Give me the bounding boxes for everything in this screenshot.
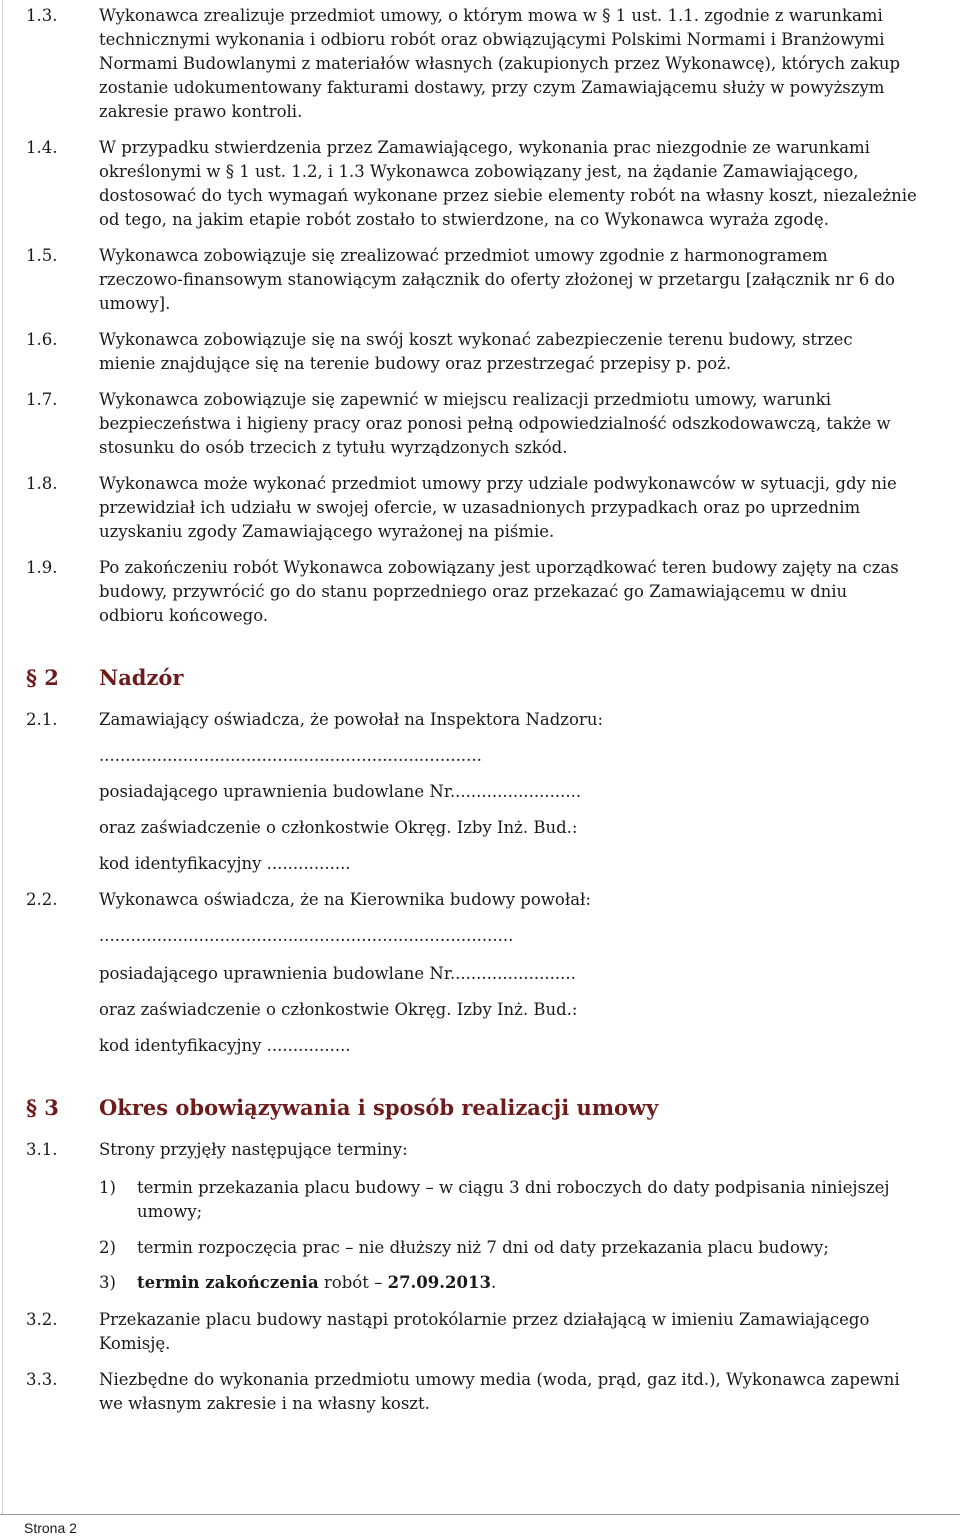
clause-number: 1.7. — [26, 390, 58, 409]
clause-text-line: Niezbędne do wykonania przedmiotu umowy media (woda, prąd, gaz itd.), Wykonawca zapewni — [99, 1370, 900, 1389]
clause-1-4 — [26, 136, 948, 232]
identification-code-line: kod identyfikacyjny ................ — [99, 1036, 351, 1055]
clause-text-line: zostanie udokumentowany fakturami dostawy, przy czym Zamawiającemu służy w powyższym — [99, 78, 885, 97]
clause-text-line: określonymi w § 1 ust. 1.2, i 1.3 Wykonawca zobowiązany jest, na żądanie Zamawiającego, — [99, 162, 859, 181]
deadline-date: 27.09.2013 — [387, 1273, 491, 1292]
list-item — [99, 1236, 829, 1260]
list-item-number: 1) — [99, 1178, 116, 1197]
page-footer — [0, 1514, 960, 1539]
clause-text-line: Przekazanie placu budowy nastąpi protokólarnie przez działającą w imieniu Zamawiającego — [99, 1310, 870, 1329]
clause-text-line: zakresie prawo kontroli. — [99, 102, 303, 121]
clause-text-line: Zamawiający oświadcza, że powołał na Inspektora Nadzoru: — [99, 710, 603, 729]
clause-number: 1.4. — [26, 138, 58, 157]
clause-2-1 — [26, 708, 948, 732]
clause-1-6 — [26, 328, 948, 376]
clause-text-line: odbioru końcowego. — [99, 606, 269, 625]
clause-text-line: we własnym zakresie i na własny koszt. — [99, 1394, 430, 1413]
membership-line: oraz zaświadczenie o członkostwie Okręg. Izby Inż. Bud.: — [99, 818, 578, 837]
clause-1-5 — [26, 244, 948, 316]
clause-number: 2.1. — [26, 710, 58, 729]
section-number: § 2 — [26, 665, 59, 690]
list-item — [99, 1176, 890, 1224]
clause-text-line: Wykonawca zobowiązuje się zrealizować przedmiot umowy zgodnie z harmonogramem — [99, 246, 828, 265]
clause-text-line: Komisję. — [99, 1334, 171, 1353]
list-item-text: . — [490, 1273, 497, 1292]
list-item — [99, 1271, 496, 1295]
clause-text-line: technicznymi wykonania i odbioru robót oraz obwiązującymi Polskimi Normami i Branżowymi — [99, 30, 885, 49]
clause-text-line: Strony przyjęły następujące terminy: — [99, 1140, 408, 1159]
permission-number-line: posiadającego uprawnienia budowlane Nr......................... — [99, 782, 582, 801]
clause-number: 2.2. — [26, 890, 58, 909]
clause-number: 1.5. — [26, 246, 58, 265]
fill-in-blank-name: ......................................................................... — [99, 746, 482, 765]
left-margin-rule — [2, 0, 3, 1514]
clause-text-line: Wykonawca oświadcza, że na Kierownika budowy powołał: — [99, 890, 591, 909]
clause-3-1 — [26, 1138, 948, 1162]
section-title: Nadzór — [99, 665, 184, 690]
list-item-number: 3) — [99, 1273, 116, 1292]
clause-text-line: Wykonawca zobowiązuje się na swój koszt wykonać zabezpieczenie terenu budowy, strzec — [99, 330, 853, 349]
clause-text-line: umowy]. — [99, 294, 171, 313]
clause-text-line: od tego, na jakim etapie robót zostało to stwierdzone, na co Wykonawca wyraża zgodę. — [99, 210, 829, 229]
section-heading-3 — [26, 1094, 658, 1122]
clause-text-line: przewidział ich udziału w swojej ofercie, w uzasadnionych przypadkach oraz po uprzednim — [99, 498, 861, 517]
clause-1-8 — [26, 472, 948, 544]
clause-1-3 — [26, 4, 948, 124]
permission-number-line: posiadającego uprawnienia budowlane Nr........................ — [99, 964, 576, 983]
clause-number: 3.3. — [26, 1370, 58, 1389]
clause-1-9 — [26, 556, 948, 628]
clause-text-line: bezpieczeństwa i higieny pracy oraz ponosi pełną odpowiedzialność odszkodowawczą, także w — [99, 414, 891, 433]
clause-text-line: Normami Budowlanymi z materiałów własnych (zakupionych przez Wykonawcę), których zakup — [99, 54, 901, 73]
clause-text-line: W przypadku stwierdzenia przez Zamawiającego, wykonania prac niezgodnie ze warunkami — [99, 138, 870, 157]
clause-number: 1.8. — [26, 474, 58, 493]
clause-text-line: Wykonawca zobowiązuje się zapewnić w miejscu realizacji przedmiotu umowy, warunki — [99, 390, 832, 409]
clause-number: 3.1. — [26, 1140, 58, 1159]
section-heading-2 — [26, 664, 183, 692]
list-item-text: robót – — [318, 1273, 388, 1292]
clause-3-3 — [26, 1368, 948, 1416]
clause-text-line: Po zakończeniu robót Wykonawca zobowiązany jest uporządkować teren budowy zajęty na czas — [99, 558, 899, 577]
clause-text-line: dostosować do tych wymagań wykonane przez siebie elementy robót na własny koszt, niezależnie — [99, 186, 917, 205]
deadline-label: termin zakończenia — [137, 1273, 319, 1292]
clause-text-line: Wykonawca zrealizuje przedmiot umowy, o którym mowa w § 1 ust. 1.1. zgodnie z warunkami — [99, 6, 883, 25]
list-item-number: 2) — [99, 1238, 116, 1257]
clause-number: 1.9. — [26, 558, 58, 577]
section-title: Okres obowiązywania i sposób realizacji umowy — [99, 1095, 659, 1120]
list-item-text: termin przekazania placu budowy – w ciągu 3 dni roboczych do daty podpisania niniejszej — [137, 1178, 890, 1197]
page-number-label: Strona 2 — [24, 1520, 77, 1536]
clause-text-line: rzeczowo-finansowym stanowiącym załącznik do oferty złożonej w przetargu [załącznik nr 6 do — [99, 270, 895, 289]
clause-number: 1.6. — [26, 330, 58, 349]
list-item-text: umowy; — [137, 1202, 203, 1221]
list-item-text: termin rozpoczęcia prac – nie dłuższy niż 7 dni od daty przekazania placu budowy; — [137, 1238, 829, 1257]
clause-2-2 — [26, 888, 948, 912]
clause-text-line: Wykonawca może wykonać przedmiot umowy przy udziale podwykonawców w sytuacji, gdy nie — [99, 474, 897, 493]
identification-code-line: kod identyfikacyjny ................ — [99, 854, 351, 873]
membership-line: oraz zaświadczenie o członkostwie Okręg. Izby Inż. Bud.: — [99, 1000, 578, 1019]
clause-text-line: uzyskaniu zgody Zamawiającego wyrażonej na piśmie. — [99, 522, 555, 541]
clause-text-line: stosunku do osób trzecich z tytułu wyrządzonych szkód. — [99, 438, 568, 457]
section-number: § 3 — [26, 1095, 59, 1120]
clause-1-7 — [26, 388, 948, 460]
fill-in-blank-name: ............................................................................... — [99, 926, 514, 945]
clause-3-2 — [26, 1308, 948, 1356]
clause-text-line: budowy, przywrócić go do stanu poprzedniego oraz przekazać go Zamawiającemu w dniu — [99, 582, 848, 601]
clause-number: 3.2. — [26, 1310, 58, 1329]
clause-number: 1.3. — [26, 6, 58, 25]
clause-text-line: mienie znajdujące się na terenie budowy oraz przestrzegać przepisy p. poż. — [99, 354, 732, 373]
